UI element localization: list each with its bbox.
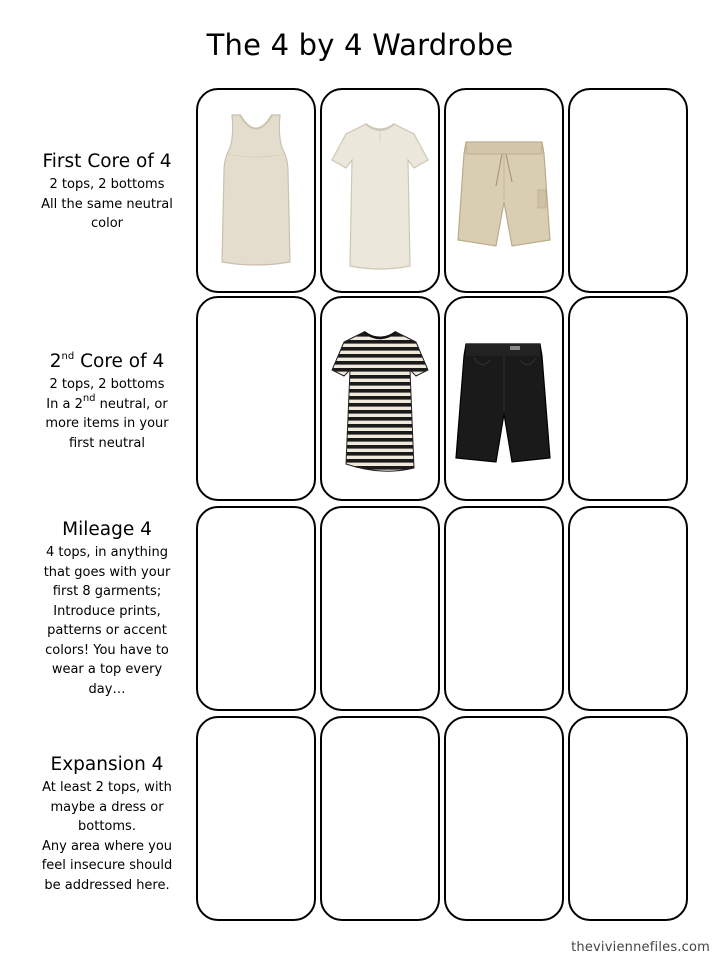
row-line: colors! You have to [45,642,169,658]
row-line: that goes with your [43,564,171,580]
empty-cell [196,296,316,501]
garment-cell [320,88,440,293]
empty-cell [320,716,440,921]
empty-cell [444,716,564,921]
shorts-khaki-image [446,90,562,291]
row-line: day… [88,681,126,697]
empty-cell [568,296,688,501]
row-line: 2 tops, 2 bottoms [49,177,165,192]
row-label-mileage [22,518,192,699]
row-heading: Mileage 4 [62,519,152,540]
row-heading: First Core of 4 [42,151,172,172]
empty-cell [320,506,440,711]
row-line: be addressed here. [44,877,170,893]
garment-cell [320,296,440,501]
tshirt-cream-image [322,90,438,291]
row-line: 2 tops, 2 bottoms [49,377,165,392]
garment-cell [444,296,564,501]
empty-cell [568,506,688,711]
row-line: bottoms. [78,819,136,834]
tank-top-image [198,90,314,291]
row-label-second-core [22,350,192,453]
empty-cell [196,506,316,711]
row-line: In a 2nd neutral, or [46,393,168,412]
row-line: more items in your [45,416,169,431]
shorts-black-image [446,298,562,499]
row-line: All the same neutral [41,196,173,212]
empty-cell [568,716,688,921]
row-label-first-core [22,150,192,234]
garment-cell [444,88,564,293]
page-title: The 4 by 4 Wardrobe [206,28,514,62]
footer-watermark: theviviennefiles.com [571,940,710,955]
row-heading: Expansion 4 [50,754,164,775]
row-line: 4 tops, in anything [45,545,169,560]
row-label-expansion [22,753,192,895]
row-line: first 8 garments; [52,584,162,599]
row-line: At least 2 tops, with [42,780,172,795]
row-line: Any area where you [41,838,173,854]
row-line: wear a top every [51,662,163,677]
row-line: feel insecure should [41,858,173,873]
row-line: patterns or accent [47,623,167,638]
empty-cell [444,506,564,711]
garment-cell [196,88,316,293]
row-line: color [90,216,123,231]
tshirt-striped-image [322,298,438,499]
row-line: maybe a dress or [50,799,164,815]
empty-cell [568,88,688,293]
row-heading: 2nd Core of 4 [49,350,165,372]
row-line: first neutral [68,435,146,451]
row-line: Introduce prints, [53,603,161,619]
empty-cell [196,716,316,921]
